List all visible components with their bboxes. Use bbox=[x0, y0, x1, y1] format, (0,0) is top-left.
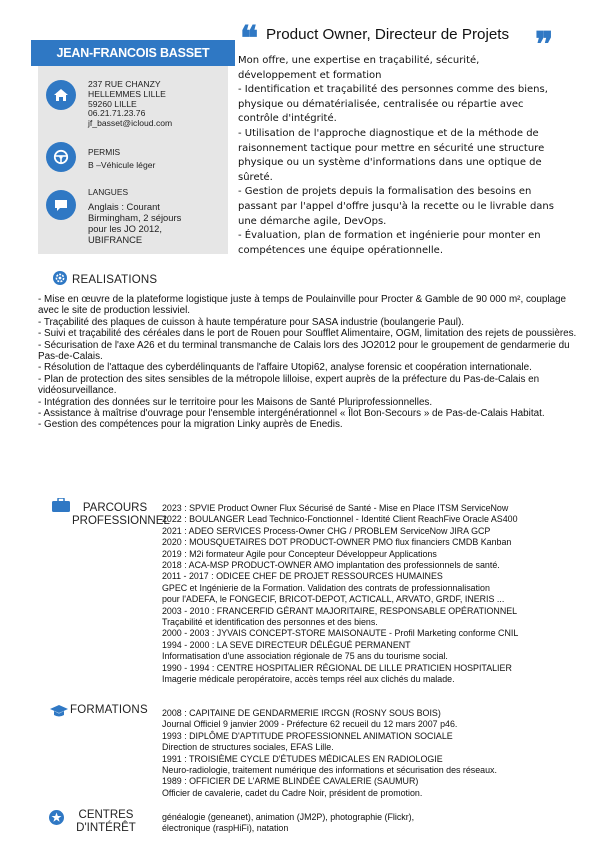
list-item: - Assistance à maîtrise d'ouvrage pour l'ensemble intergénérationnel « Îlot Bon-Secours » de Pas-de-Calais Habitat. bbox=[38, 408, 545, 420]
address-line: 59260 LILLE bbox=[88, 98, 137, 109]
langues-line: Birmingham, 2 séjours bbox=[88, 211, 182, 223]
permis-heading: PERMIS bbox=[88, 147, 121, 157]
graduation-cap-icon bbox=[50, 704, 68, 723]
parcours-title-line: PROFESSIONNEL bbox=[72, 515, 170, 527]
langues-block bbox=[88, 188, 181, 245]
offer-paragraph: - Gestion de projets depuis la formalisation des besoins en passant par l'appel d'offre jusqu'à la recette ou le livrable dans une démarche agile, DevOps. bbox=[238, 186, 554, 227]
parcours-line: 2011 - 2017 : ODICEE CHEF DE PROJET RESSOURCES HUMAINES bbox=[162, 571, 443, 582]
list-item: - Intégration des données sur le territoire pour les Maisons de Santé Pluriprofessionnelles. bbox=[38, 396, 433, 408]
parcours-line: pour l'ADEFA, le FONGECIF, BRICOT-DEPOT, ACTICALL, ARVATO, GRDF, INERIS ... bbox=[162, 594, 505, 605]
interets-title-line: CENTRES bbox=[78, 809, 134, 821]
parcours-line: 2018 : ACA-MSP PRODUCT-OWNER AMO implantation des professionnels de santé. bbox=[162, 560, 500, 571]
offer-paragraph: - Évaluation, plan de formation et ingénierie pour monter en compétences une équipe opérationnelle. bbox=[238, 230, 541, 256]
parcours-line: 2020 : MOUSQUETAIRES DOT PRODUCT-OWNER PMO flux financiers CMDB Kanban bbox=[162, 537, 512, 548]
formation-line: Direction de structures sociales, EFAS Lille. bbox=[162, 742, 334, 753]
home-icon bbox=[46, 80, 76, 110]
page-title: Product Owner, Directeur de Projets bbox=[266, 26, 510, 43]
permis-value: B –Véhicule léger bbox=[88, 159, 156, 170]
email-address: jf_basset@icloud.com bbox=[88, 118, 173, 129]
interets-list bbox=[162, 812, 582, 835]
name-banner: JEAN-FRANCOIS BASSET bbox=[31, 40, 235, 66]
quote-close-icon: ❞ bbox=[535, 25, 554, 65]
parcours-line: 2021 : ADEO SERVICES Process-Owner CHG / PROBLEM ServiceNow JIRA GCP bbox=[162, 525, 491, 536]
formation-line: Neuro-radiologie, traitement numérique des informations et sécurisation des réseaux. bbox=[162, 765, 497, 776]
parcours-title-line: PARCOURS bbox=[82, 502, 148, 514]
address-block bbox=[88, 80, 172, 129]
permis-row bbox=[46, 142, 155, 172]
formation-line: 1993 : DIPLÔME D'APTITUDE PROFESSIONNEL ANIMATION SOCIALE bbox=[162, 730, 453, 741]
parcours-line: Imagerie médicale peropératoire, accès temps réel aux clichés du malade. bbox=[162, 674, 455, 685]
parcours-line: Informatisation d'une association régionale de 75 ans du tourisme social. bbox=[162, 651, 448, 662]
realisations-list bbox=[38, 294, 588, 431]
briefcase-icon bbox=[52, 498, 70, 517]
offer-paragraph: - Identification et traçabilité des personnes comme des biens, physique ou dématérialisée, centralisée ou répartie avec contrôle d'intégrité. bbox=[238, 84, 548, 125]
list-item: - Résolution de l'attaque des cyberdélinquants de l'affaire Utopi62, analyse forensic et coopération internationale. bbox=[38, 362, 532, 374]
address-line: HELLEMMES LILLE bbox=[88, 88, 166, 99]
langues-line: pour les JO 2012, bbox=[88, 222, 163, 234]
formation-line: 1989 : OFFICIER DE L'ARME BLINDÉE CAVALERIE (SAUMUR) bbox=[162, 776, 419, 787]
formations-list bbox=[162, 708, 582, 799]
parcours-title bbox=[72, 502, 170, 528]
parcours-line: 2003 - 2010 : FRANCERFID GÉRANT MAJORITAIRE, RESPONSABLE OPÉRATIONNEL bbox=[162, 605, 518, 616]
langues-row bbox=[46, 187, 182, 245]
parcours-line: 2022 : BOULANGER Lead Technico-Fonctionnel - Identité Client ReachFive Oracle AS400 bbox=[162, 514, 518, 525]
list-item: - Plan de protection des sites sensibles de la métropole lilloise, expert auprès de la préfecture du Pas-de-Calais en vidéosurveillance. bbox=[38, 373, 540, 397]
gear-icon bbox=[53, 271, 67, 285]
quote-open-icon: ❝ bbox=[240, 19, 259, 59]
interets-title-line: D'INTÉRÊT bbox=[76, 822, 136, 834]
address-line: 237 RUE CHANZY bbox=[88, 79, 161, 89]
parcours-list bbox=[162, 503, 582, 686]
langues-line: UBIFRANCE bbox=[88, 233, 143, 245]
list-item: - Sécurisation de l'axe A26 et du terminal transmanche de Calais lors des JO2012 pour le groupement de gendarmerie du Pas-de-Calais. bbox=[38, 339, 570, 363]
realisations-title: REALISATIONS bbox=[72, 274, 158, 286]
offer-text bbox=[238, 54, 558, 258]
parcours-line: 2000 - 2003 : JYVAIS CONCEPT-STORE MAISONAUTE - Profil Marketing conforme CNIL bbox=[162, 628, 519, 639]
langues-heading: LANGUES bbox=[88, 187, 129, 197]
star-icon bbox=[49, 810, 64, 825]
parcours-line: GPEC et Ingénierie de la Formation. Validation des contrats de professionnalisation bbox=[162, 582, 490, 593]
parcours-line: 1990 - 1994 : CENTRE HOSPITALIER RÉGIONAL DE LILLE PRATICIEN HOSPITALIER bbox=[162, 662, 512, 673]
interets-title bbox=[66, 809, 146, 835]
steering-wheel-icon bbox=[46, 142, 76, 172]
parcours-line: 1994 - 2000 : LA SEVE DIRECTEUR DÉLÉGUÉ PERMANENT bbox=[162, 639, 411, 650]
address-row bbox=[46, 80, 172, 129]
offer-paragraph: - Utilisation de l'approche diagnostique et de la méthode de raisonnement tactique pour mettre en sécurité une structure physique ou un système d'informations dans une optique de sûreté. bbox=[238, 127, 545, 183]
formation-line: Journal Officiel 9 janvier 2009 - Préfecture 62 recueil du 12 mars 2007 p46. bbox=[162, 719, 458, 730]
permis-block bbox=[88, 142, 155, 172]
list-item: - Suivi et traçabilité des céréales dans le port de Rouen pour Soufflet Alimentaire, OGM, limitation des rejets de poussières. bbox=[38, 328, 577, 340]
interet-line: électronique (raspHiFi), natation bbox=[162, 823, 289, 834]
phone-number: 06.21.71.23.76 bbox=[88, 108, 146, 119]
langues-line: Anglais : Courant bbox=[88, 200, 160, 212]
speech-bubble-icon bbox=[46, 190, 76, 220]
parcours-line: 2023 : SPVIE Product Owner Flux Sécurisé de Santé - Mise en Place ITSM ServiceNow bbox=[162, 503, 509, 513]
parcours-line: Traçabilité et identification des personnes et des biens. bbox=[162, 617, 378, 628]
formation-line: 2008 : CAPITAINE DE GENDARMERIE IRCGN (ROSNY SOUS BOIS) bbox=[162, 708, 441, 718]
formation-line: Officier de cavalerie, cadet du Cadre Noir, président de promotion. bbox=[162, 787, 423, 798]
parcours-line: 2019 : M2i formateur Agile pour Concepteur Développeur Applications bbox=[162, 548, 437, 559]
list-item: - Mise en œuvre de la plateforme logistique juste à temps de Poulainville pour Procter & Gamble de 90 000 m², couplage avec le site de production lessiviel. bbox=[38, 294, 567, 317]
formation-line: 1991 : TROISIÈME CYCLE D'ÉTUDES MÉDICALES EN RADIOLOGIE bbox=[162, 753, 443, 764]
interet-line: généalogie (geneanet), animation (JM2P), photographie (Flickr), bbox=[162, 812, 415, 822]
formations-title: FORMATIONS bbox=[70, 704, 148, 716]
list-item: - Traçabilité des plaques de cuisson à haute température pour SASA industrie (boulangerie Paul). bbox=[38, 316, 464, 328]
offer-paragraph: Mon offre, une expertise en traçabilité, sécurité, développement et formation bbox=[238, 55, 480, 81]
list-item: - Gestion des compétences pour la migration Linky auprès de Enedis. bbox=[38, 419, 343, 431]
